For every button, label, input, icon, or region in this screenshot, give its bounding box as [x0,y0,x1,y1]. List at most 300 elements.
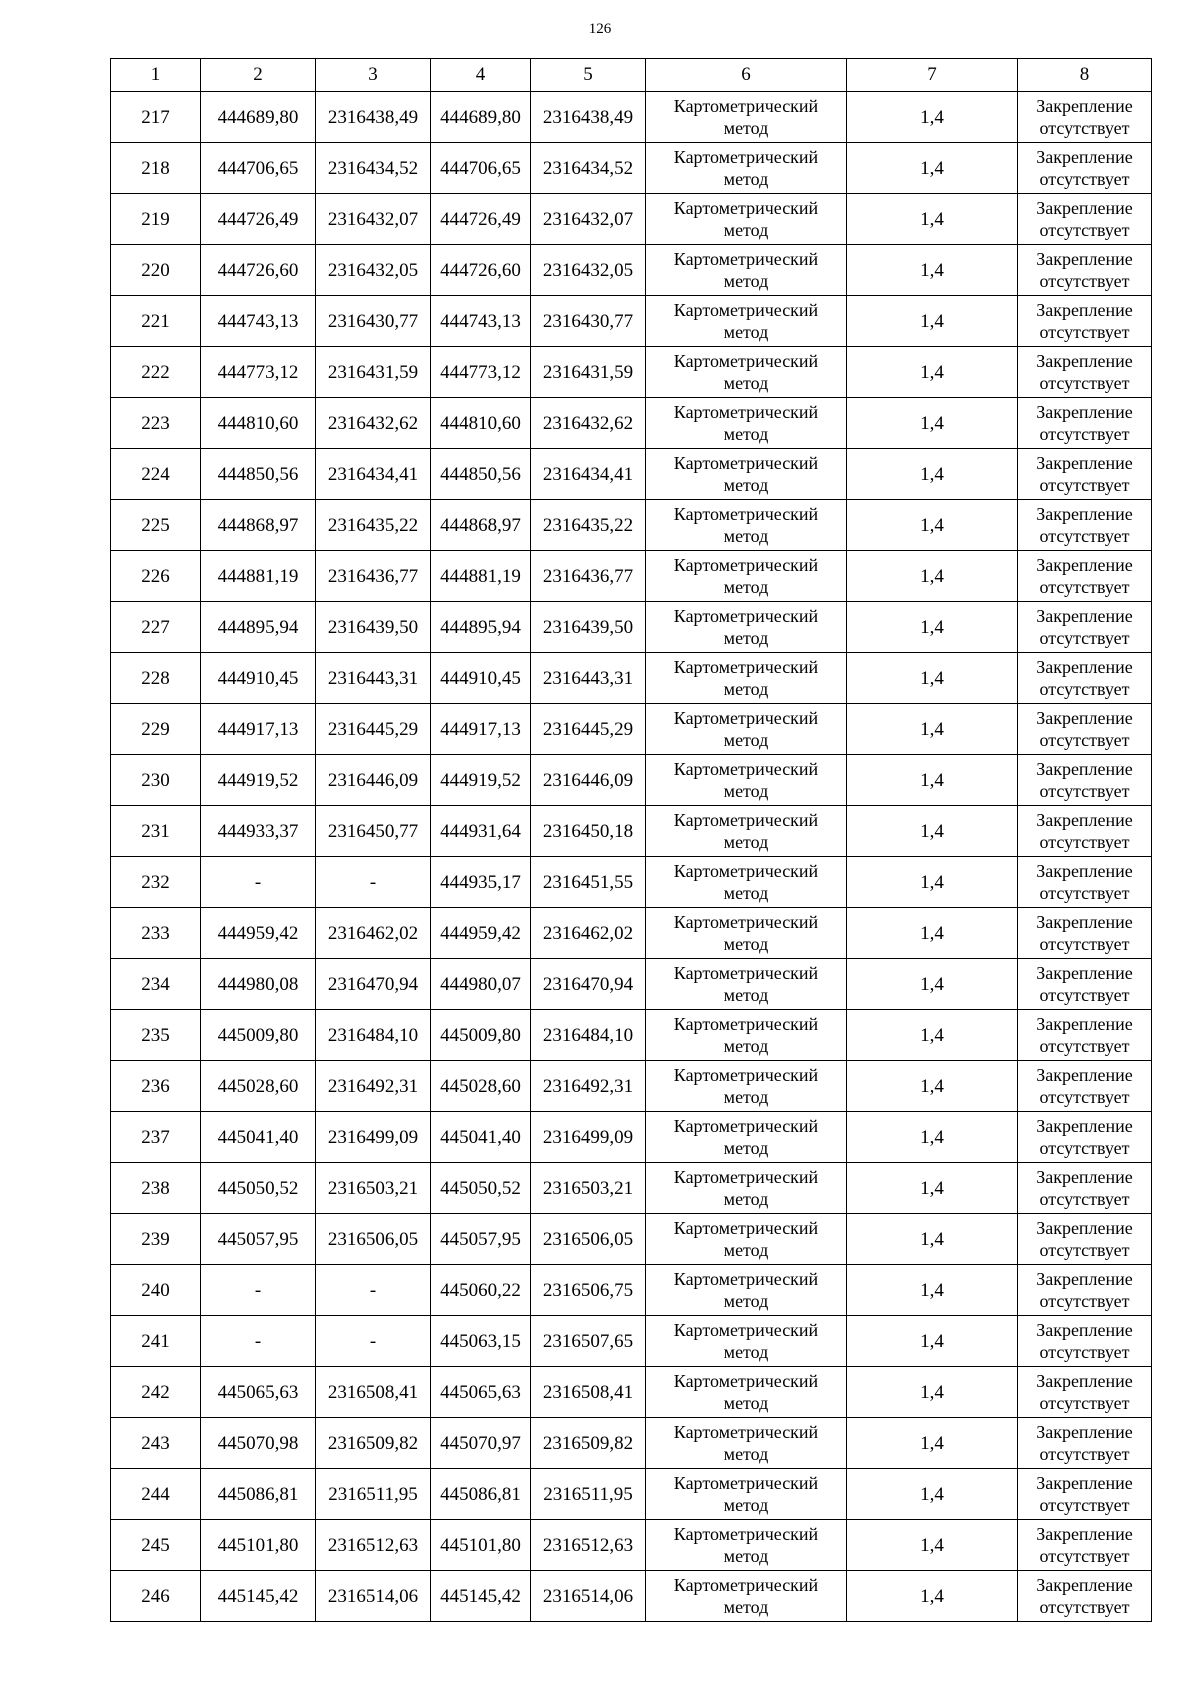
x-old-cell: 445057,95 [201,1214,316,1265]
cell-line: метод [723,1036,769,1056]
cell-line: отсутствует [1039,1342,1130,1362]
point-number-cell: 237 [111,1112,201,1163]
method-cell [646,1418,847,1469]
cell-line: Картометрический [673,1422,819,1442]
cell-line: Закрепление [1036,1065,1133,1085]
cell-line: Картометрический [673,453,819,473]
x-old-cell: 445101,80 [201,1520,316,1571]
cell-line: отсутствует [1039,730,1130,750]
accuracy-cell: 1,4 [847,1214,1018,1265]
y-old-cell: 2316506,05 [316,1214,431,1265]
fixing-cell [1018,92,1152,143]
column-header: 6 [646,59,847,92]
table-row [111,296,1152,347]
x-new-cell: 445050,52 [431,1163,531,1214]
y-new-cell: 2316443,31 [531,653,646,704]
accuracy-cell: 1,4 [847,1418,1018,1469]
table-row [111,245,1152,296]
cell-line: Картометрический [673,1575,819,1595]
accuracy-cell: 1,4 [847,806,1018,857]
x-old-cell: 444773,12 [201,347,316,398]
y-new-cell: 2316432,07 [531,194,646,245]
y-old-cell: 2316445,29 [316,704,431,755]
point-number-cell: 243 [111,1418,201,1469]
cell-line: Закрепление [1036,1473,1133,1493]
x-old-cell: 444743,13 [201,296,316,347]
x-old-cell: - [201,1316,316,1367]
table-row [111,857,1152,908]
cell-line: метод [723,373,769,393]
method-cell [646,449,847,500]
x-old-cell: 444933,37 [201,806,316,857]
x-old-cell: 445065,63 [201,1367,316,1418]
cell-line: Картометрический [673,300,819,320]
cell-line: Закрепление [1036,708,1133,728]
point-number-cell: 226 [111,551,201,602]
y-new-cell: 2316434,52 [531,143,646,194]
y-new-cell: 2316492,31 [531,1061,646,1112]
x-old-cell: 444868,97 [201,500,316,551]
point-number-cell: 232 [111,857,201,908]
y-new-cell: 2316430,77 [531,296,646,347]
cell-line: Картометрический [673,1269,819,1289]
fixing-cell [1018,1418,1152,1469]
cell-line: отсутствует [1039,883,1130,903]
cell-line: Закрепление [1036,96,1133,116]
x-old-cell: 444919,52 [201,755,316,806]
x-new-cell: 444935,17 [431,857,531,908]
method-cell [646,245,847,296]
cell-line: отсутствует [1039,1189,1130,1209]
y-new-cell: 2316432,05 [531,245,646,296]
x-new-cell: 445065,63 [431,1367,531,1418]
y-old-cell: 2316430,77 [316,296,431,347]
point-number-cell: 241 [111,1316,201,1367]
method-cell [646,92,847,143]
y-new-cell: 2316499,09 [531,1112,646,1163]
x-new-cell: 444689,80 [431,92,531,143]
table-row [111,143,1152,194]
x-old-cell: - [201,857,316,908]
x-new-cell: 444881,19 [431,551,531,602]
table-row [111,1520,1152,1571]
fixing-cell [1018,857,1152,908]
cell-line: Закрепление [1036,555,1133,575]
table-row [111,1265,1152,1316]
cell-line: Закрепление [1036,606,1133,626]
point-number-cell: 221 [111,296,201,347]
cell-line: метод [723,271,769,291]
method-cell [646,806,847,857]
x-new-cell: 445009,80 [431,1010,531,1061]
y-new-cell: 2316438,49 [531,92,646,143]
x-old-cell: 444726,49 [201,194,316,245]
y-old-cell: 2316446,09 [316,755,431,806]
cell-line: Картометрический [673,1167,819,1187]
fixing-cell [1018,1265,1152,1316]
fixing-cell [1018,449,1152,500]
cell-line: отсутствует [1039,1546,1130,1566]
x-old-cell: - [201,1265,316,1316]
method-cell [646,857,847,908]
accuracy-cell: 1,4 [847,1520,1018,1571]
accuracy-cell: 1,4 [847,1061,1018,1112]
cell-line: Картометрический [673,1524,819,1544]
method-cell [646,1214,847,1265]
y-old-cell: 2316432,07 [316,194,431,245]
point-number-cell: 238 [111,1163,201,1214]
x-new-cell: 444850,56 [431,449,531,500]
cell-line: Картометрический [673,1371,819,1391]
cell-line: Картометрический [673,402,819,422]
y-old-cell: 2316450,77 [316,806,431,857]
y-old-cell: 2316443,31 [316,653,431,704]
cell-line: Картометрический [673,1065,819,1085]
y-new-cell: 2316506,75 [531,1265,646,1316]
point-number-cell: 246 [111,1571,201,1622]
table-row [111,1112,1152,1163]
accuracy-cell: 1,4 [847,1316,1018,1367]
table-row [111,806,1152,857]
table-row [111,653,1152,704]
cell-line: Закрепление [1036,1218,1133,1238]
cell-line: Картометрический [673,147,819,167]
cell-line: метод [723,424,769,444]
cell-line: Картометрический [673,657,819,677]
cell-line: метод [723,883,769,903]
accuracy-cell: 1,4 [847,551,1018,602]
column-header: 7 [847,59,1018,92]
fixing-cell [1018,755,1152,806]
cell-line: Закрепление [1036,504,1133,524]
cell-line: Закрепление [1036,402,1133,422]
cell-line: метод [723,628,769,648]
method-cell [646,1010,847,1061]
y-old-cell: 2316509,82 [316,1418,431,1469]
x-new-cell: 444895,94 [431,602,531,653]
cell-line: метод [723,1342,769,1362]
point-number-cell: 217 [111,92,201,143]
table-row [111,194,1152,245]
y-old-cell: 2316470,94 [316,959,431,1010]
cell-line: Картометрический [673,1014,819,1034]
x-old-cell: 445145,42 [201,1571,316,1622]
cell-line: метод [723,322,769,342]
y-old-cell: 2316434,52 [316,143,431,194]
fixing-cell [1018,1520,1152,1571]
cell-line: отсутствует [1039,118,1130,138]
y-old-cell: 2316492,31 [316,1061,431,1112]
cell-line: Картометрический [673,963,819,983]
accuracy-cell: 1,4 [847,653,1018,704]
point-number-cell: 242 [111,1367,201,1418]
accuracy-cell: 1,4 [847,602,1018,653]
cell-line: Закрепление [1036,1422,1133,1442]
y-old-cell: 2316436,77 [316,551,431,602]
y-new-cell: 2316512,63 [531,1520,646,1571]
point-number-cell: 244 [111,1469,201,1520]
point-number-cell: 229 [111,704,201,755]
method-cell [646,143,847,194]
method-cell [646,602,847,653]
cell-line: метод [723,985,769,1005]
point-number-cell: 225 [111,500,201,551]
column-header: 5 [531,59,646,92]
method-cell [646,959,847,1010]
y-new-cell: 2316431,59 [531,347,646,398]
y-old-cell: 2316503,21 [316,1163,431,1214]
y-new-cell: 2316445,29 [531,704,646,755]
accuracy-cell: 1,4 [847,1163,1018,1214]
y-old-cell: - [316,857,431,908]
method-cell [646,1367,847,1418]
x-old-cell: 444917,13 [201,704,316,755]
cell-line: метод [723,220,769,240]
x-old-cell: 445009,80 [201,1010,316,1061]
cell-line: отсутствует [1039,1240,1130,1260]
point-number-cell: 231 [111,806,201,857]
point-number-cell: 218 [111,143,201,194]
point-number-cell: 222 [111,347,201,398]
cell-line: метод [723,781,769,801]
cell-line: Картометрический [673,1116,819,1136]
cell-line: метод [723,934,769,954]
method-cell [646,1163,847,1214]
point-number-cell: 235 [111,1010,201,1061]
accuracy-cell: 1,4 [847,1265,1018,1316]
cell-line: метод [723,526,769,546]
table-row [111,1316,1152,1367]
cell-line: отсутствует [1039,628,1130,648]
accuracy-cell: 1,4 [847,296,1018,347]
accuracy-cell: 1,4 [847,1112,1018,1163]
fixing-cell [1018,1010,1152,1061]
cell-line: Картометрический [673,1320,819,1340]
cell-line: отсутствует [1039,1138,1130,1158]
cell-line: метод [723,169,769,189]
cell-line: Картометрический [673,96,819,116]
table-row [111,908,1152,959]
x-old-cell: 444959,42 [201,908,316,959]
point-number-cell: 219 [111,194,201,245]
y-new-cell: 2316507,65 [531,1316,646,1367]
accuracy-cell: 1,4 [847,857,1018,908]
table-row [111,704,1152,755]
table-row [111,1469,1152,1520]
x-new-cell: 445101,80 [431,1520,531,1571]
accuracy-cell: 1,4 [847,1469,1018,1520]
cell-line: Закрепление [1036,1116,1133,1136]
y-old-cell: 2316435,22 [316,500,431,551]
cell-line: Закрепление [1036,249,1133,269]
cell-line: Картометрический [673,861,819,881]
x-old-cell: 444895,94 [201,602,316,653]
method-cell [646,347,847,398]
fixing-cell [1018,1469,1152,1520]
table-header-row [111,59,1152,92]
cell-line: Закрепление [1036,453,1133,473]
cell-line: отсутствует [1039,1087,1130,1107]
method-cell [646,1061,847,1112]
column-header: 1 [111,59,201,92]
y-new-cell: 2316439,50 [531,602,646,653]
y-old-cell: 2316432,05 [316,245,431,296]
x-old-cell: 444980,08 [201,959,316,1010]
x-old-cell: 444726,60 [201,245,316,296]
cell-line: отсутствует [1039,577,1130,597]
x-old-cell: 445041,40 [201,1112,316,1163]
cell-line: Закрепление [1036,963,1133,983]
table-row [111,1571,1152,1622]
cell-line: отсутствует [1039,1444,1130,1464]
x-old-cell: 444910,45 [201,653,316,704]
table-row [111,1010,1152,1061]
y-old-cell: 2316434,41 [316,449,431,500]
cell-line: Закрепление [1036,657,1133,677]
y-old-cell: 2316438,49 [316,92,431,143]
accuracy-cell: 1,4 [847,143,1018,194]
x-new-cell: 444706,65 [431,143,531,194]
x-old-cell: 445070,98 [201,1418,316,1469]
accuracy-cell: 1,4 [847,449,1018,500]
x-new-cell: 444868,97 [431,500,531,551]
fixing-cell [1018,347,1152,398]
fixing-cell [1018,296,1152,347]
fixing-cell [1018,551,1152,602]
y-new-cell: 2316506,05 [531,1214,646,1265]
fixing-cell [1018,602,1152,653]
accuracy-cell: 1,4 [847,347,1018,398]
method-cell [646,653,847,704]
point-number-cell: 220 [111,245,201,296]
y-new-cell: 2316435,22 [531,500,646,551]
accuracy-cell: 1,4 [847,959,1018,1010]
accuracy-cell: 1,4 [847,398,1018,449]
y-old-cell: 2316484,10 [316,1010,431,1061]
x-new-cell: 444980,07 [431,959,531,1010]
method-cell [646,1112,847,1163]
cell-line: Картометрический [673,1473,819,1493]
x-new-cell: 445057,95 [431,1214,531,1265]
y-new-cell: 2316451,55 [531,857,646,908]
column-header: 4 [431,59,531,92]
cell-line: Картометрический [673,555,819,575]
cell-line: Картометрический [673,810,819,830]
cell-line: метод [723,1546,769,1566]
table-row [111,500,1152,551]
accuracy-cell: 1,4 [847,194,1018,245]
method-cell [646,194,847,245]
y-old-cell: 2316511,95 [316,1469,431,1520]
fixing-cell [1018,704,1152,755]
x-new-cell: 444810,60 [431,398,531,449]
point-number-cell: 245 [111,1520,201,1571]
method-cell [646,551,847,602]
method-cell [646,1316,847,1367]
fixing-cell [1018,806,1152,857]
method-cell [646,500,847,551]
fixing-cell [1018,908,1152,959]
table-row [111,755,1152,806]
y-old-cell: 2316499,09 [316,1112,431,1163]
cell-line: Закрепление [1036,1269,1133,1289]
cell-line: метод [723,832,769,852]
cell-line: метод [723,1444,769,1464]
cell-line: метод [723,118,769,138]
cell-line: метод [723,1240,769,1260]
accuracy-cell: 1,4 [847,245,1018,296]
cell-line: Картометрический [673,198,819,218]
fixing-cell [1018,398,1152,449]
y-old-cell: - [316,1316,431,1367]
table-row [111,398,1152,449]
x-new-cell: 444773,12 [431,347,531,398]
cell-line: метод [723,730,769,750]
cell-line: отсутствует [1039,475,1130,495]
table-row [111,1214,1152,1265]
cell-line: отсутствует [1039,169,1130,189]
cell-line: метод [723,1495,769,1515]
x-old-cell: 444706,65 [201,143,316,194]
cell-line: метод [723,1138,769,1158]
table-row [111,1061,1152,1112]
accuracy-cell: 1,4 [847,1571,1018,1622]
y-new-cell: 2316514,06 [531,1571,646,1622]
cell-line: Закрепление [1036,759,1133,779]
cell-line: Закрепление [1036,1524,1133,1544]
cell-line: Закрепление [1036,861,1133,881]
cell-line: Закрепление [1036,1371,1133,1391]
point-number-cell: 239 [111,1214,201,1265]
cell-line: отсутствует [1039,1036,1130,1056]
cell-line: отсутствует [1039,934,1130,954]
cell-line: отсутствует [1039,322,1130,342]
cell-line: Закрепление [1036,351,1133,371]
y-new-cell: 2316511,95 [531,1469,646,1520]
fixing-cell [1018,143,1152,194]
point-number-cell: 240 [111,1265,201,1316]
point-number-cell: 223 [111,398,201,449]
point-number-cell: 224 [111,449,201,500]
y-new-cell: 2316484,10 [531,1010,646,1061]
x-old-cell: 445050,52 [201,1163,316,1214]
x-old-cell: 444850,56 [201,449,316,500]
cell-line: отсутствует [1039,526,1130,546]
x-new-cell: 444931,64 [431,806,531,857]
cell-line: отсутствует [1039,424,1130,444]
method-cell [646,755,847,806]
point-number-cell: 234 [111,959,201,1010]
cell-line: метод [723,1291,769,1311]
method-cell [646,1571,847,1622]
method-cell [646,1265,847,1316]
y-new-cell: 2316446,09 [531,755,646,806]
cell-line: отсутствует [1039,985,1130,1005]
cell-line: метод [723,577,769,597]
y-new-cell: 2316432,62 [531,398,646,449]
cell-line: отсутствует [1039,220,1130,240]
cell-line: метод [723,1393,769,1413]
table-row [111,959,1152,1010]
method-cell [646,704,847,755]
cell-line: отсутствует [1039,1495,1130,1515]
cell-line: Закрепление [1036,300,1133,320]
table-row [111,1163,1152,1214]
coordinates-table [110,58,1152,1622]
y-old-cell: 2316514,06 [316,1571,431,1622]
method-cell [646,908,847,959]
column-header: 8 [1018,59,1152,92]
